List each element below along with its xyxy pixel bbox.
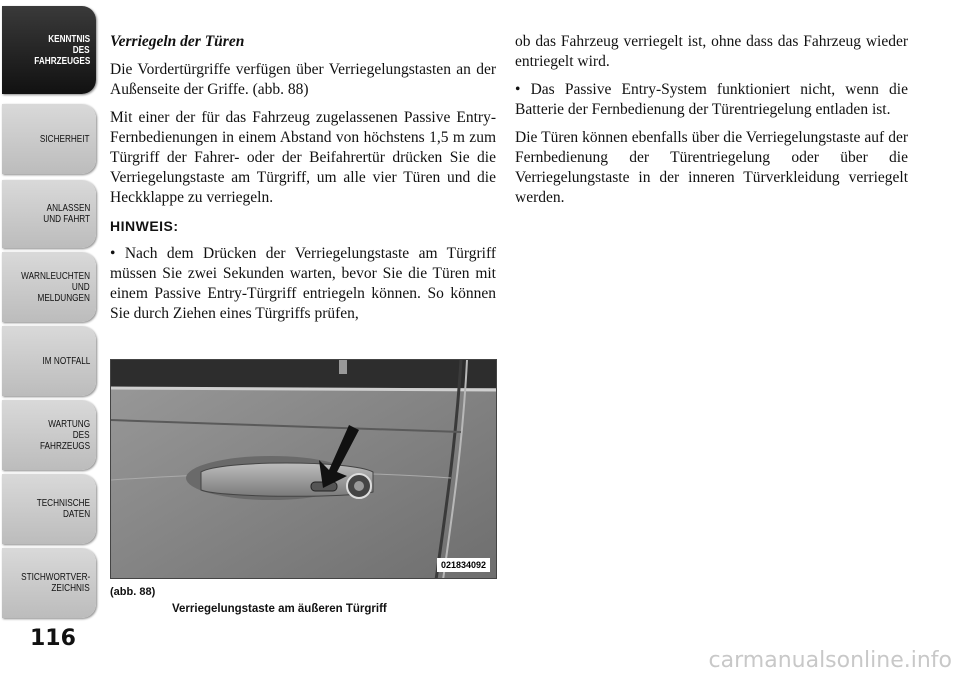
paragraph: ob das Fahrzeug verriegelt ist, ohne dass das Fahrzeug wieder entriegelt wird.	[515, 33, 908, 70]
chapter-tab-label: MELDUNGEN	[37, 292, 90, 304]
chapter-tab-label: ZEICHNIS	[51, 583, 90, 594]
chapter-tab[interactable]	[2, 180, 96, 248]
chapter-tab[interactable]	[2, 6, 96, 94]
paragraph: Die Vordertürgriffe verfügen über Verriegelungstasten an der Außenseite der Griffe. (abb. 88)	[110, 61, 496, 98]
chapter-tab-label: UND FAHRT	[43, 214, 90, 225]
chapter-tab-label: DATEN	[62, 509, 90, 520]
chapter-tab[interactable]	[2, 474, 96, 544]
figure-caption: Verriegelungstaste am äußeren Türgriff	[172, 603, 387, 615]
chapter-tab[interactable]	[2, 104, 96, 174]
chapter-tab-label: TECHNISCHE	[36, 498, 90, 509]
chapter-tab-label: KENNTNIS	[48, 33, 90, 45]
chapter-tab-label: DES	[73, 429, 90, 441]
note-text: • Nach dem Drücken der Verriegelungstaste am Türgriff müssen Sie zwei Sekunden warten, bevor Sie die Türen mit einem Passive Entry-Türgriff entriegeln können. So können Sie durch Ziehen eines Türgriffs prüfen,	[110, 245, 496, 322]
chapter-tab-label: FAHRZEUGES	[33, 55, 90, 67]
note-title: HINWEIS:	[110, 218, 179, 234]
chapter-tab[interactable]	[2, 252, 96, 322]
page-number: 116	[30, 626, 76, 651]
paragraph: Mit einer der für das Fahrzeug zugelassenen Passive Entry-Fernbedienungen in einem Abstand von höchstens 1,5 m zum Türgriff der Fahrer- oder der Beifahrertür drücken Sie die Verriegelungstaste am Türgriff, um alle vier Türen und die Heckklappe zu verriegeln.	[110, 109, 496, 206]
figure-code: 021834092	[437, 558, 490, 572]
watermark: carmanualsonline.info	[708, 648, 952, 673]
chapter-tab-label: IM NOTFALL	[42, 355, 90, 367]
chapter-tab-label: WARTUNG	[48, 418, 90, 430]
paragraph: • Das Passive Entry-System funktioniert nicht, wenn die Batterie der Fernbedienung der Türentriegelung entladen ist.	[515, 81, 908, 118]
door-handle-illustration	[111, 360, 497, 579]
text-column-left	[110, 32, 496, 332]
chapter-tab-label: UND	[72, 281, 90, 293]
section-heading: Verriegeln der Türen	[110, 33, 245, 50]
chapter-tab-label: ANLASSEN	[46, 203, 90, 214]
chapter-tab-label: DES	[73, 44, 90, 56]
text-column-right	[515, 32, 908, 216]
door-handle-figure	[110, 359, 497, 579]
chapter-tab-label: WARNLEUCHTEN	[21, 270, 90, 282]
chapter-tab[interactable]	[2, 326, 96, 396]
chapter-tab-label: FAHRZEUGS	[39, 440, 90, 452]
chapter-tabs	[0, 0, 100, 640]
chapter-tab-label: SICHERHEIT	[40, 133, 90, 145]
chapter-tab-label: STICHWORTVER-	[20, 572, 90, 583]
chapter-tab[interactable]	[2, 548, 96, 618]
paragraph: Die Türen können ebenfalls über die Verriegelungstaste auf der Fernbedienung der Türentriegelung oder über die Verriegelungstaste in der inneren Türverkleidung verriegelt werden.	[515, 129, 908, 206]
chapter-tab[interactable]	[2, 400, 96, 470]
figure-label: (abb. 88)	[110, 586, 156, 598]
